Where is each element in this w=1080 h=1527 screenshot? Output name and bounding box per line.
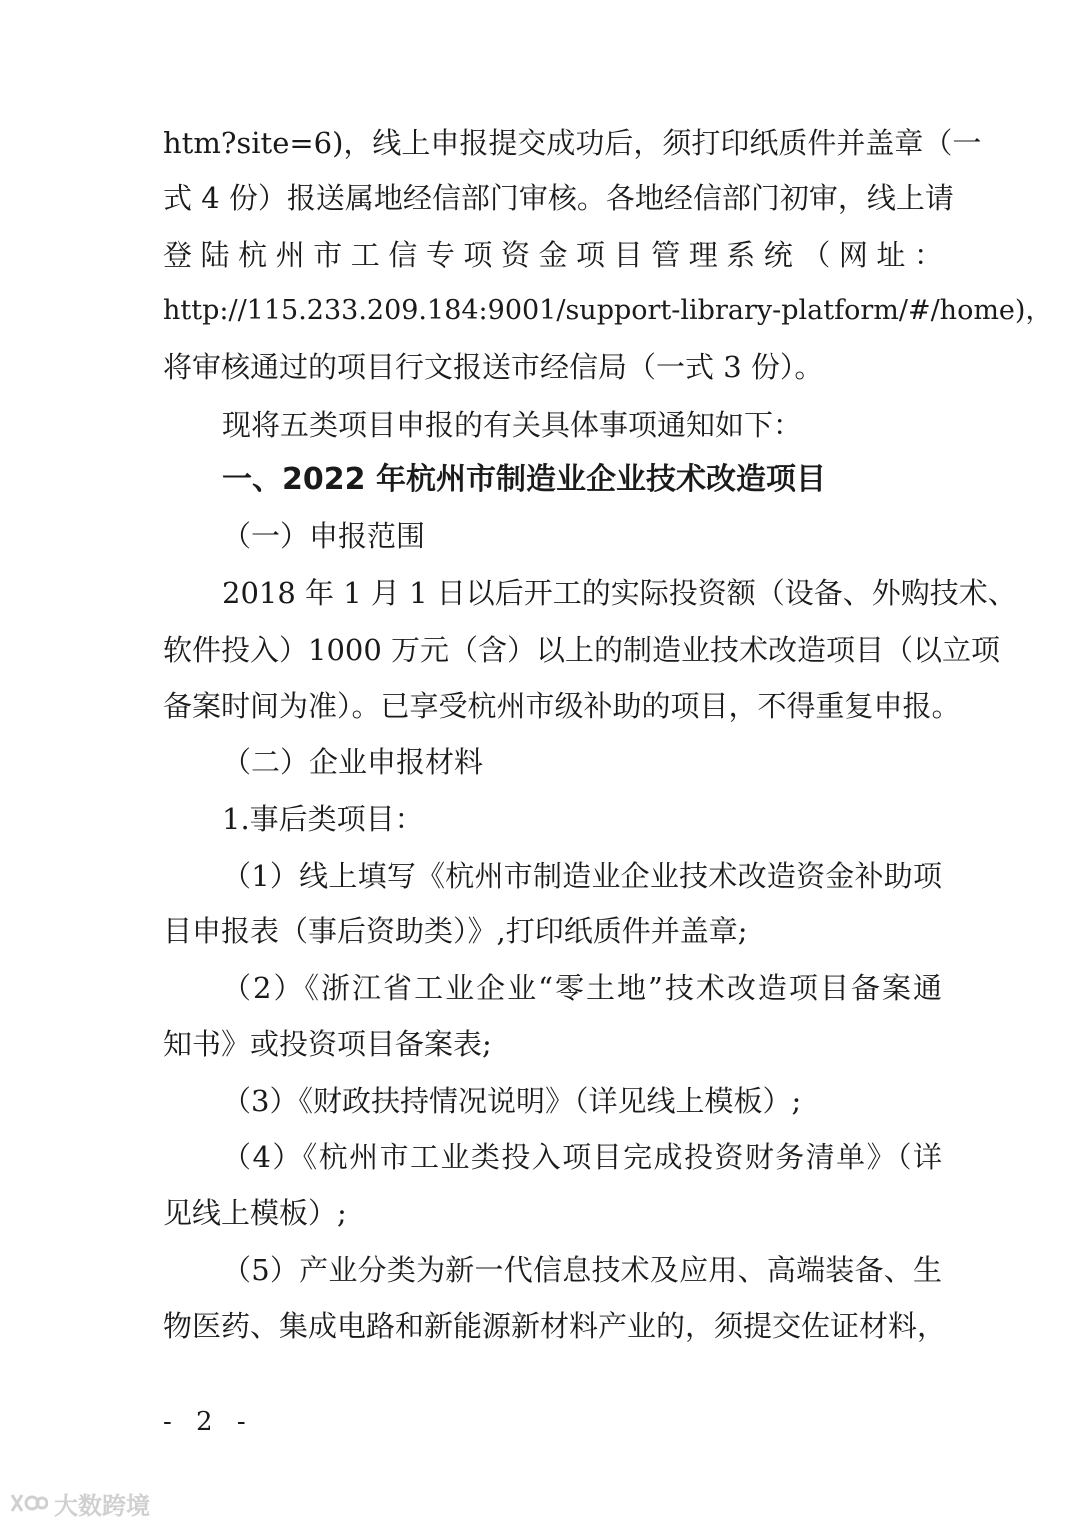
text-line: 目申报表（事后资助类）》,打印纸质件并盖章; [163, 914, 748, 948]
text-line: 备案时间为准）。已享受杭州市级补助的项目，不得重复申报。 [163, 689, 961, 723]
paragraph-intro: 现将五类项目申报的有关具体事项通知如下： [222, 408, 803, 442]
text-line: （1）线上填写《杭州市制造业企业技术改造资金补助项 [222, 859, 942, 893]
text-line: （2）《浙江省工业企业“零土地”技术改造项目备案通 [222, 971, 942, 1005]
watermark-text: 大数跨境 [54, 1491, 150, 1520]
text-line: （4）《杭州市工业类投入项目完成投资财务清单》（详 [222, 1140, 942, 1174]
item-heading: 1.事后类项目： [222, 802, 424, 836]
url-line: http://115.233.209.184:9001/support-library-platform/#/home)， [163, 295, 1053, 326]
text-line: 式 4 份）报送属地经信部门审核。各地经信部门初审，线上请 [163, 181, 954, 215]
page-number: - 2 - [163, 1407, 254, 1437]
text-line: 见线上模板）; [163, 1196, 347, 1230]
text-line: 物医药、集成电路和新能源新材料产业的，须提交佐证材料， [163, 1309, 947, 1343]
watermark [8, 1488, 150, 1518]
text-line: htm?site=6)，线上申报提交成功后，须打印纸质件并盖章（一 [163, 126, 982, 160]
text-line: 登陆杭州市工信专项资金项目管理系统（网址： [163, 238, 943, 272]
section-heading: 一、2022 年杭州市制造业企业技术改造项目 [222, 462, 826, 497]
text-line: （3）《财政扶持情况说明》（详见线上模板）; [222, 1084, 802, 1118]
subsection-heading: （二）企业申报材料 [222, 745, 484, 779]
text-line: 知书》或投资项目备案表; [163, 1027, 492, 1061]
text-line: 将审核通过的项目行文报送市经信局（一式 3 份）。 [163, 350, 824, 384]
text-line: （5）产业分类为新一代信息技术及应用、高端装备、生 [222, 1253, 942, 1287]
text-line: 2018 年 1 月 1 日以后开工的实际投资额（设备、外购技术、 [222, 576, 1017, 610]
text-line: 软件投入）1000 万元（含）以上的制造业技术改造项目（以立项 [163, 633, 1001, 667]
subsection-heading: （一）申报范围 [222, 519, 426, 553]
watermark-logo-icon [8, 1491, 48, 1515]
